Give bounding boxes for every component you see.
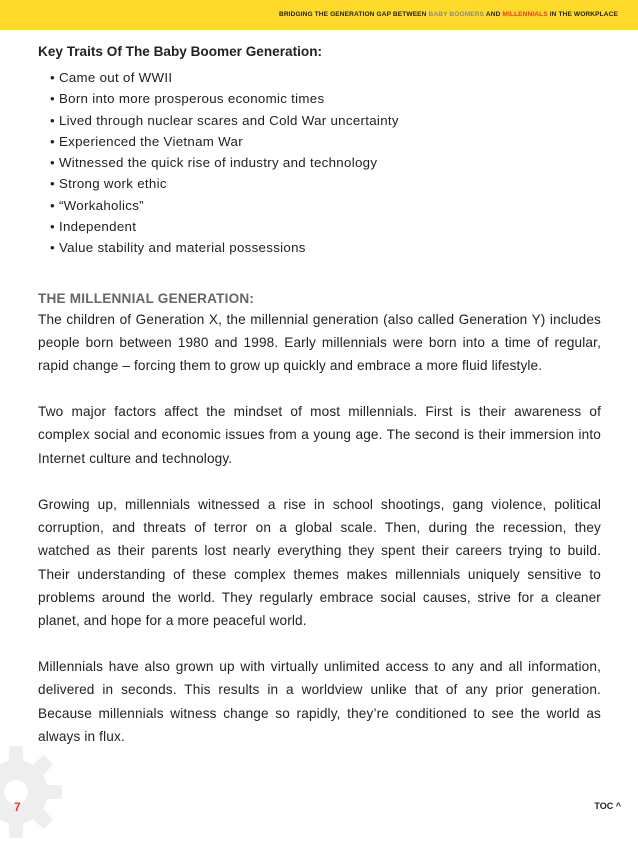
- millennial-heading: THE MILLENNIAL GENERATION:: [38, 290, 255, 306]
- gear-icon: [0, 742, 66, 842]
- traits-heading: Key Traits Of The Baby Boomer Generation:: [38, 44, 323, 59]
- trait-item: • “Workaholics”: [50, 195, 601, 216]
- paragraph: Two major factors affect the mindset of most millennials. First is their awareness of complex social and economic issues from a young age. The second is their immersion into Internet culture and technology.: [38, 404, 601, 466]
- trait-item: • Value stability and material possessions: [50, 237, 601, 258]
- page-number: 7: [14, 800, 21, 814]
- toc-link[interactable]: TOC ^: [594, 801, 621, 811]
- header-title-suffix: IN THE WORKPLACE: [547, 11, 618, 18]
- trait-item: • Witnessed the quick rise of industry and technology: [50, 152, 601, 173]
- traits-list: [38, 67, 601, 259]
- header-bar: [0, 0, 638, 30]
- header-title-and: AND: [484, 11, 503, 18]
- trait-item: • Came out of WWII: [50, 67, 601, 88]
- header-title-millennials: MILLENNIALS: [502, 11, 548, 18]
- trait-item: • Born into more prosperous economic times: [50, 88, 601, 109]
- paragraph: Millennials have also grown up with virtually unlimited access to any and all information, delivered in seconds. This results in a worldview unlike that of any prior generation. Because millennials witness change so rapidly, they’re conditioned to see the world as always in flux.: [38, 659, 601, 744]
- page-content: [38, 44, 601, 771]
- trait-item: • Lived through nuclear scares and Cold War uncertainty: [50, 110, 601, 131]
- paragraph: Growing up, millennials witnessed a rise in school shootings, gang violence, political corruption, and threats of terror on a global scale. Then, during the recession, they watched as their parents lost nearly everything they spent their careers trying to build. Their understanding of these complex themes makes millennials uniquely sensitive to problems around the world. They regularly embrace social causes, strive for a cleaner planet, and hope for a more peaceful world.: [38, 496, 601, 628]
- header-title-prefix: BRIDGING THE GENERATION GAP BETWEEN: [278, 11, 429, 18]
- paragraph: The children of Generation X, the millennial generation (also called Generation Y) includes people born between 1980 and 1998. Early millennials were born into a time of regular, rapid change – forcing them to grow up quickly and embrace a more fluid lifestyle.: [38, 311, 601, 374]
- trait-item: • Independent: [50, 216, 601, 237]
- header-title: [279, 11, 618, 18]
- header-title-boomers: BABY BOOMERS: [428, 11, 485, 18]
- trait-item: • Strong work ethic: [50, 173, 601, 194]
- trait-item: • Experienced the Vietnam War: [50, 131, 601, 152]
